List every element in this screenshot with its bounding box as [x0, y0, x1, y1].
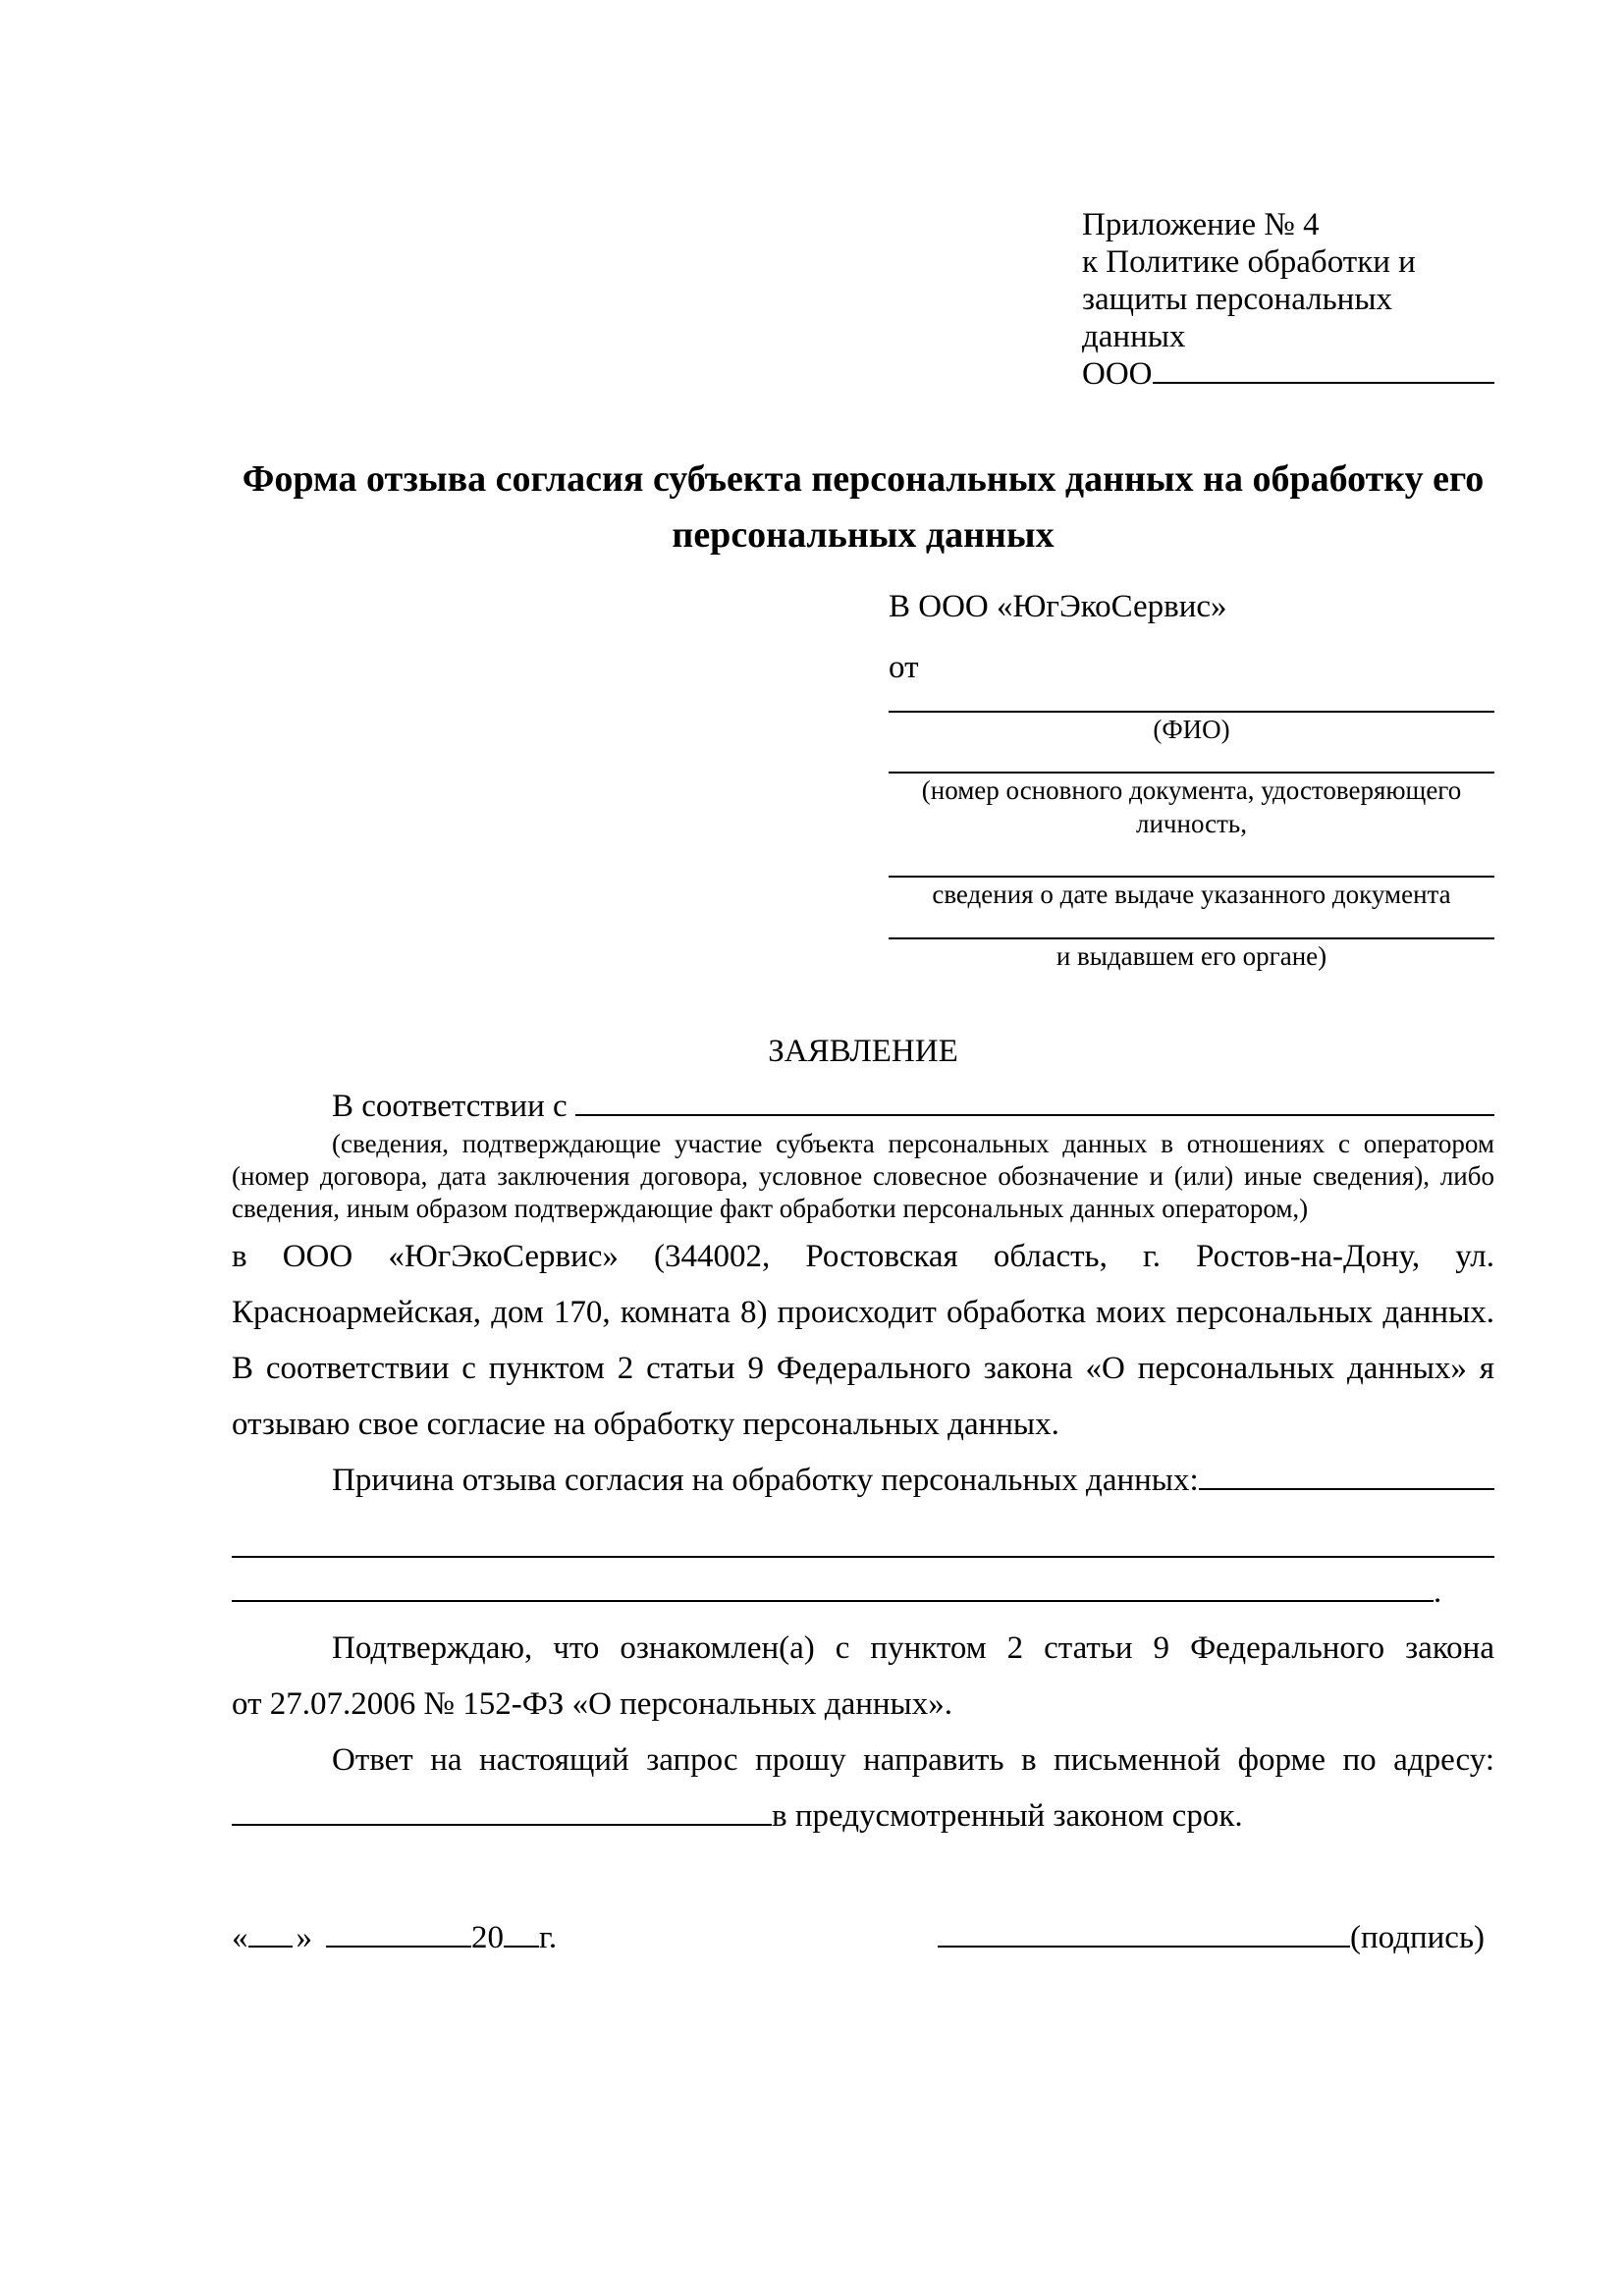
statement-heading: ЗАЯВЛЕНИЕ	[768, 1034, 958, 1069]
reason-blank-row	[232, 1509, 1494, 1558]
reply-line: Ответ на настоящий запрос прошу направить в письменной форме по адресу:	[332, 1742, 1494, 1778]
appendix-line: к Политике обработки и	[1082, 244, 1416, 280]
date-field	[232, 1918, 557, 1957]
body-line: отзываю свое согласие на обработку персональных данных.	[232, 1407, 1059, 1442]
reply-address-line	[232, 1789, 1494, 1844]
addressee-block	[889, 587, 1494, 973]
year-suffix: г.	[539, 1920, 558, 1955]
from-label: от	[889, 650, 919, 685]
fio-label: (ФИО)	[1153, 715, 1230, 744]
signature-field	[938, 1918, 1485, 1957]
year-prefix: 20	[471, 1920, 504, 1955]
accordance-prefix: В соответствии с	[332, 1089, 575, 1124]
date-signature-row	[232, 1918, 1494, 1957]
reason-blank-row-end	[232, 1565, 1494, 1621]
form-title: Форма отзыва согласия субъекта персональных данных на обработку его персональных данных	[242, 458, 1485, 556]
confirm-line: Подтверждаю, что ознакомлен(а) с пунктом 2 статьи 9 Федерального закона	[332, 1630, 1494, 1666]
appendix-company-line	[1082, 355, 1494, 393]
day-blank-line	[248, 1946, 293, 1948]
reason-blank-line	[1199, 1488, 1494, 1490]
addressee-company: В ООО «ЮгЭкоСервис»	[889, 589, 1227, 624]
appendix-line: Приложение № 4	[1082, 207, 1320, 242]
signature-label: (подпись)	[1350, 1920, 1485, 1955]
reason-period: .	[1434, 1575, 1442, 1610]
issue-date-label: сведения о дате выдаче указанного документа	[932, 880, 1451, 909]
quote-close: »	[296, 1920, 312, 1955]
month-blank-line	[326, 1946, 471, 1948]
reply-address-blank-line	[232, 1824, 772, 1826]
reply-paragraph	[232, 1733, 1494, 1844]
accordance-blank-line	[575, 1114, 1494, 1116]
quote-open: «	[232, 1920, 248, 1955]
signature-blank-line	[938, 1946, 1350, 1948]
body-line: В соответствии с пунктом 2 статьи 9 Федерального закона «О персональных данных» я	[232, 1351, 1494, 1386]
reason-line	[232, 1453, 1494, 1509]
confirm-line: от 27.07.2006 № 152-ФЗ «О персональных данных».	[232, 1686, 952, 1722]
company-prefix: ООО	[1082, 356, 1153, 392]
reason-prefix: Причина отзыва согласия на обработку персональных данных:	[332, 1463, 1199, 1498]
confirm-paragraph	[232, 1621, 1494, 1733]
footnote: (сведения, подтверждающие участие субъекта персональных данных в отношениях с оператором (номер договора, дата заключения договора, условное словесное обозначение и (или) иные сведения), либо сведения, иным образом подтверждающие факт обработки персональных данных оператором,)	[232, 1129, 1494, 1223]
doc-number-label: (номер основного документа, удостоверяющего личность,	[921, 775, 1462, 838]
year-blank-line	[504, 1946, 539, 1948]
accordance-line	[232, 1085, 1494, 1128]
appendix-line: защиты персональных данных	[1082, 282, 1392, 354]
company-blank-line	[1153, 382, 1495, 384]
body-line: Красноармейская, дом 170, комната 8) происходит обработка моих персональных данных.	[232, 1295, 1494, 1330]
reply-suffix: в предусмотренный законом срок.	[772, 1798, 1243, 1834]
body-line: в ООО «ЮгЭкоСервис» (344002, Ростовская область, г. Ростов-на-Дону, ул.	[232, 1239, 1494, 1274]
appendix-note	[1082, 206, 1494, 393]
reason-blank-row	[232, 1600, 1434, 1602]
body-paragraph	[232, 1229, 1494, 1453]
issuing-authority-label: и выдавшем его органе)	[1056, 941, 1327, 971]
